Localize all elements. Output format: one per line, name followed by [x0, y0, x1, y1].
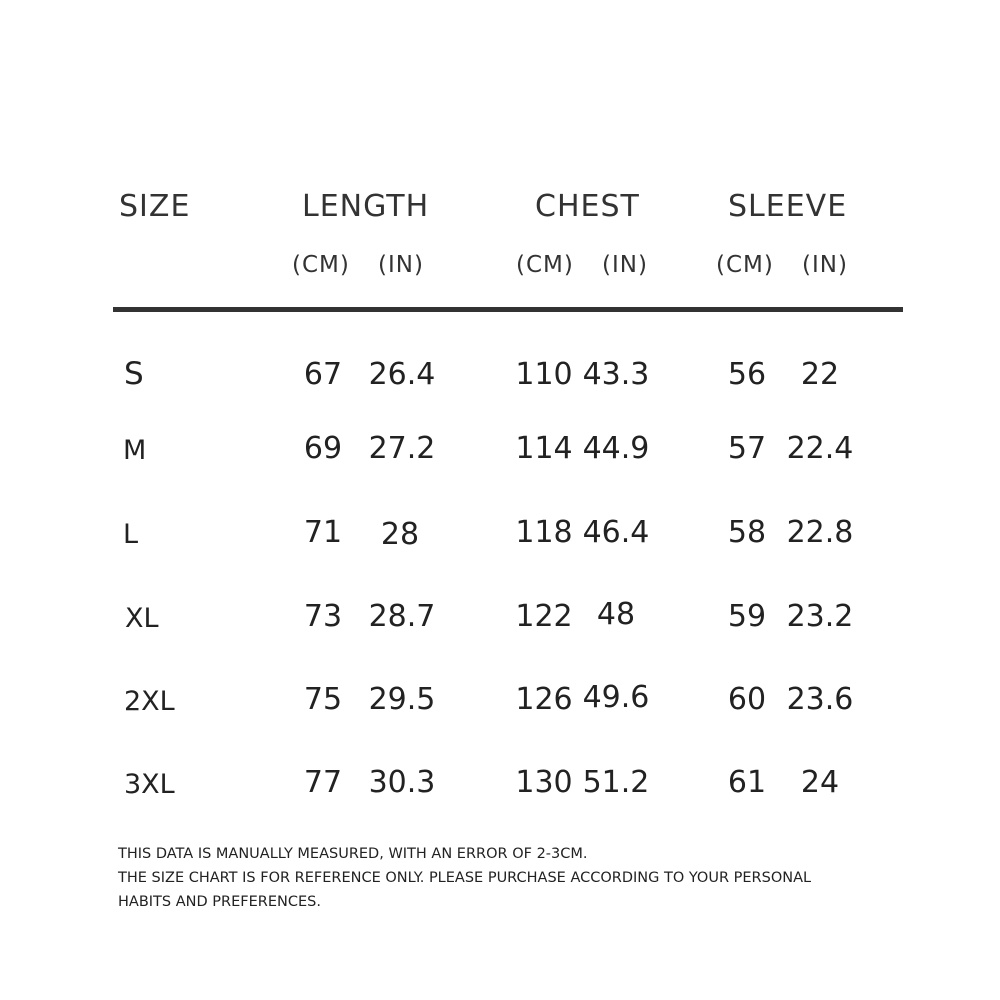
sleeve-cm-cell: 57	[727, 431, 767, 466]
length-column-header: LENGTH	[302, 189, 430, 224]
length-in-cell: 29.5	[368, 682, 436, 717]
chest-unit-in: (IN)	[602, 252, 648, 278]
chest-in-cell: 49.6	[582, 680, 650, 715]
header-divider	[113, 307, 903, 312]
size-label: L	[123, 519, 139, 550]
measurement-note: THIS DATA IS MANUALLY MEASURED, WITH AN ERROR OF 2-3CM.	[118, 846, 588, 862]
length-in-cell: 28.7	[368, 599, 436, 634]
length-in-cell: 28	[380, 517, 420, 552]
chest-in-cell: 44.9	[582, 431, 650, 466]
sleeve-unit-cm: (CM)	[716, 252, 774, 278]
size-column-header: SIZE	[119, 189, 191, 224]
reference-note: THE SIZE CHART IS FOR REFERENCE ONLY. PLEASE PURCHASE ACCORDING TO YOUR PERSONAL	[118, 870, 812, 886]
length-cm-cell: 75	[303, 682, 343, 717]
sleeve-in-cell: 23.2	[786, 599, 854, 634]
sleeve-column-header: SLEEVE	[728, 189, 848, 224]
chest-column-header: CHEST	[535, 189, 640, 224]
sleeve-unit-in: (IN)	[802, 252, 848, 278]
size-label: 2XL	[124, 686, 175, 717]
chest-cm-cell: 114	[515, 431, 573, 466]
chest-unit-cm: (CM)	[516, 252, 574, 278]
chest-cm-cell: 126	[515, 682, 573, 717]
reference-note-continued: HABITS AND PREFERENCES.	[118, 894, 321, 910]
chest-in-cell: 46.4	[582, 515, 650, 550]
sleeve-in-cell: 22.8	[786, 515, 854, 550]
length-cm-cell: 71	[303, 515, 343, 550]
length-unit-in: (IN)	[378, 252, 424, 278]
size-label: 3XL	[124, 769, 175, 800]
length-unit-cm: (CM)	[292, 252, 350, 278]
length-cm-cell: 67	[303, 357, 343, 392]
chest-cm-cell: 118	[515, 515, 573, 550]
chest-cm-cell: 122	[515, 599, 573, 634]
sleeve-cm-cell: 61	[727, 765, 767, 800]
sleeve-cm-cell: 59	[727, 599, 767, 634]
size-label: S	[124, 356, 144, 392]
length-cm-cell: 73	[303, 599, 343, 634]
chest-in-cell: 51.2	[582, 765, 650, 800]
length-cm-cell: 77	[303, 765, 343, 800]
length-cm-cell: 69	[303, 431, 343, 466]
length-in-cell: 27.2	[368, 431, 436, 466]
sleeve-in-cell: 23.6	[786, 682, 854, 717]
chest-in-cell: 48	[596, 597, 636, 632]
sleeve-in-cell: 24	[800, 765, 840, 800]
sleeve-cm-cell: 60	[727, 682, 767, 717]
sleeve-in-cell: 22	[800, 357, 840, 392]
length-in-cell: 30.3	[368, 765, 436, 800]
size-label: XL	[125, 603, 159, 634]
length-in-cell: 26.4	[368, 357, 436, 392]
sleeve-in-cell: 22.4	[786, 431, 854, 466]
sleeve-cm-cell: 58	[727, 515, 767, 550]
chest-in-cell: 43.3	[582, 357, 650, 392]
chest-cm-cell: 130	[515, 765, 573, 800]
chest-cm-cell: 110	[515, 357, 573, 392]
size-label: M	[123, 435, 147, 466]
sleeve-cm-cell: 56	[727, 357, 767, 392]
